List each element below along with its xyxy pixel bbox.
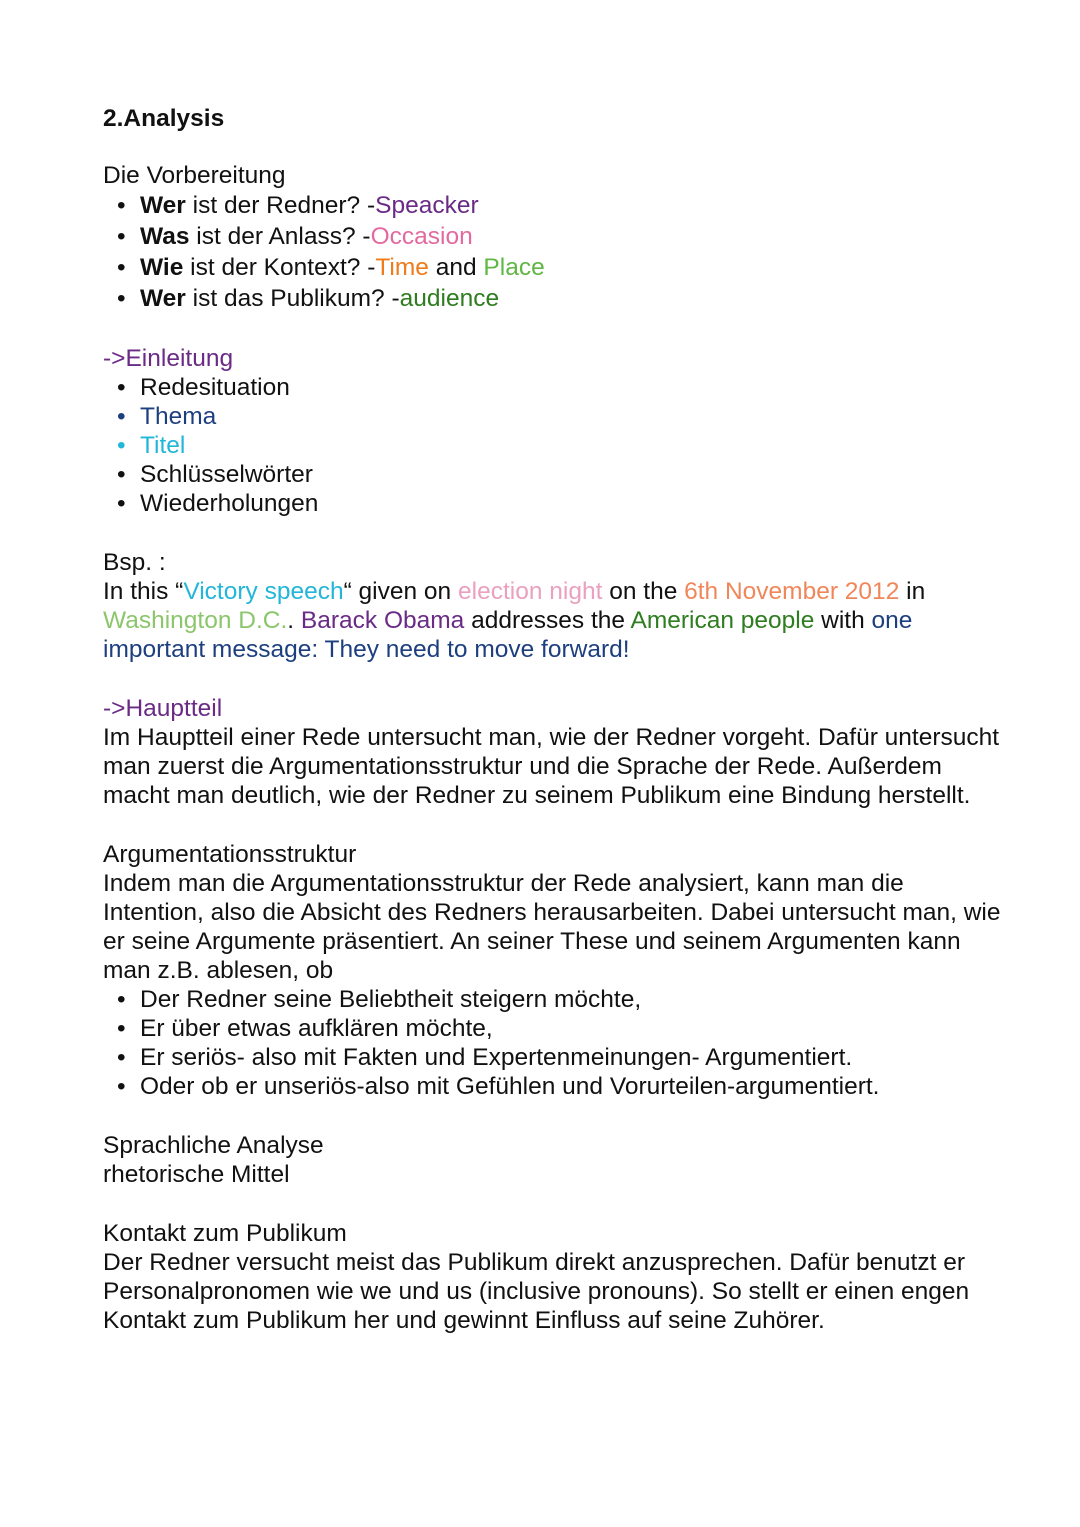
list-item: • Redesituation [117, 374, 290, 401]
kontakt-text: Der Redner versucht meist das Publikum direkt anzusprechen. Dafür benutzt er Personalpronomen wie we und us (inclusive pronouns). So stellt er einen engen Kontakt zum Publikum her und gewinnt Einfluss auf seine Zuhörer. [103, 1249, 970, 1334]
argumentation-heading: Argumentationsstruktur [103, 841, 357, 868]
vorbereitung-list [103, 190, 1003, 314]
document-page [103, 100, 1003, 1335]
list-item: • Er seriös- also mit Fakten und Expertenmeinungen- Argumentiert. [117, 1044, 853, 1071]
list-item: • Schlüsselwörter [117, 461, 313, 488]
question-occasion: • Was ist der Anlass? -Occasion [117, 223, 473, 250]
example-paragraph: In this “Victory speech“ given on election night on the 6th November 2012 in Washington D.C.. Barack Obama addresses the American people with one important message: They need to move forward! [103, 578, 926, 663]
tag-time: Time [375, 254, 429, 281]
kontakt-heading: Kontakt zum Publikum [103, 1220, 347, 1247]
vorbereitung-heading: Die Vorbereitung [103, 162, 286, 189]
list-item: • Er über etwas aufklären möchte, [117, 1015, 493, 1042]
argumentation-list [103, 985, 1003, 1101]
tag-place: Place [483, 254, 545, 281]
tag-speaker: Speacker [375, 192, 479, 219]
hauptteil-text: Im Hauptteil einer Rede untersucht man, wie der Redner vorgeht. Dafür untersucht man zuerst die Argumentationsstruktur und die Sprache der Rede. Außerdem macht man deutlich, wie der Redner zu seinem Publikum eine Bindung herstellt. [103, 724, 1000, 809]
tag-occasion: Occasion [370, 223, 473, 250]
list-item: • Titel [117, 432, 186, 459]
argumentation-text: Indem man die Argumentationsstruktur der Rede analysiert, kann man die Intention, also die Absicht des Redners herausarbeiten. Dabei untersucht man, wie er seine Argumente präsentiert. An seiner These und seinem Argumenten kann man z.B. ablesen, ob [103, 870, 1001, 984]
question-audience: • Wer ist das Publikum? -audience [117, 285, 500, 312]
list-item: • Wiederholungen [117, 490, 319, 517]
list-item: • Oder ob er unseriös-also mit Gefühlen und Vorurteilen-argumentiert. [117, 1073, 880, 1100]
sprachliche-sub: rhetorische Mittel [103, 1161, 290, 1188]
question-context: • Wie ist der Kontext? -Time and Place [117, 254, 545, 281]
section-title: 2.Analysis [103, 105, 225, 132]
example-label: Bsp. : [103, 549, 166, 576]
list-item: • Thema [117, 403, 217, 430]
question-speaker: • Wer ist der Redner? -Speacker [117, 192, 479, 219]
hauptteil-heading: ->Hauptteil [103, 695, 223, 722]
einleitung-list [103, 373, 1003, 518]
tag-audience: audience [399, 285, 500, 312]
einleitung-heading: ->Einleitung [103, 345, 234, 372]
sprachliche-heading: Sprachliche Analyse [103, 1132, 324, 1159]
list-item: • Der Redner seine Beliebtheit steigern möchte, [117, 986, 642, 1013]
